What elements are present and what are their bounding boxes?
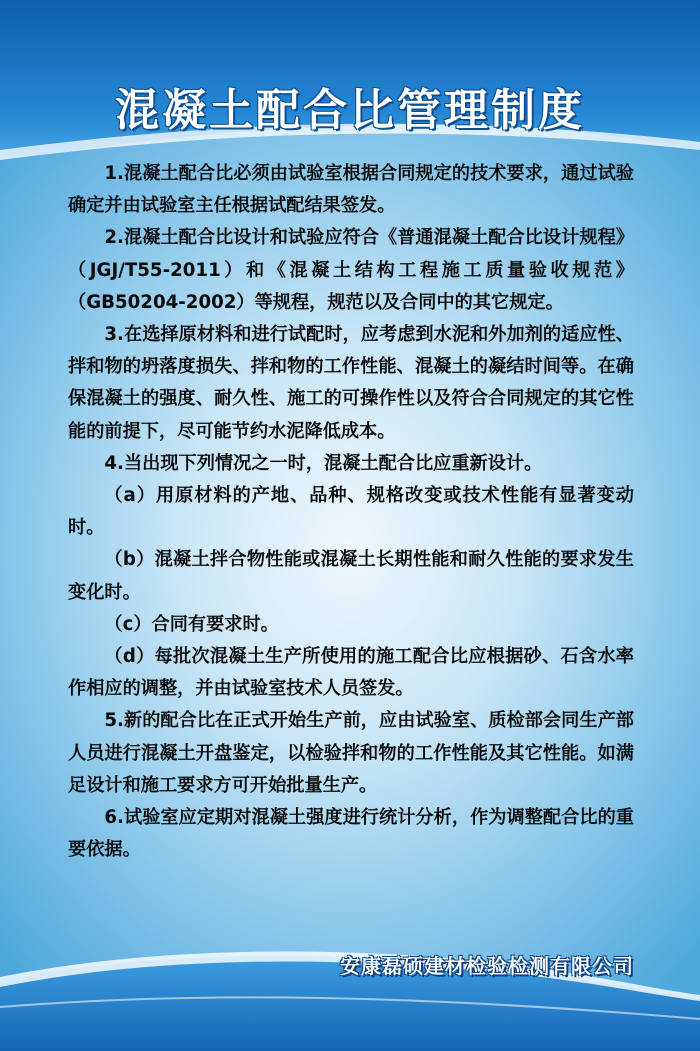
clause-5: 5.新的配合比在正式开始生产前，应由试验室、质检部会同生产部人员进行混凝土开盘鉴定，以检验拌和物的工作性能及其它性能。如满足设计和施工要求方可开始批量生产。 — [68, 710, 634, 796]
clause-3: 3.在选择原材料和进行试配时，应考虑到水泥和外加剂的适应性、拌和物的坍落度损失、拌和物的工作性能、混凝土的凝结时间等。在确保混凝土的强度、耐久性、施工的可操作性以及符合合同规定的其它性能的前提下，尽可能节约水泥降低成本。 — [68, 324, 634, 442]
clause-1: 1.混凝土配合比必须由试验室根据合同规定的技术要求，通过试验确定并由试验室主任根据试配结果签发。 — [68, 163, 634, 217]
regulation-body — [68, 158, 634, 866]
clause-4c: （c）合同有要求时。 — [104, 613, 279, 635]
clause-2: 2.混凝土配合比设计和试验应符合《普通混凝土配合比设计规程》（JGJ/T55-2011）和《混凝土结构工程施工质量验收规范》（GB50204-2002）等规程，规范以及合同中的其它规定。 — [68, 227, 634, 313]
page-title: 混凝土配合比管理制度 — [115, 85, 585, 136]
clause-4d: （d）每批次混凝土生产所使用的施工配合比应根据砂、石含水率作相应的调整，并由试验室技术人员签发。 — [68, 646, 634, 700]
company-name: 安康磊硕建材检验检测有限公司 — [340, 954, 634, 978]
clause-6: 6.试验室应定期对混凝土强度进行统计分析，作为调整配合比的重要依据。 — [68, 807, 634, 861]
bottom-wave-band — [0, 911, 700, 1051]
clause-4a: （a）用原材料的产地、品种、规格改变或技术性能有显著变动时。 — [68, 485, 634, 539]
clause-4b: （b）混凝土拌合物性能或混凝土长期性能和耐久性能的要求发生变化时。 — [68, 549, 634, 603]
clause-4: 4.当出现下列情况之一时，混凝土配合比应重新设计。 — [104, 452, 543, 474]
